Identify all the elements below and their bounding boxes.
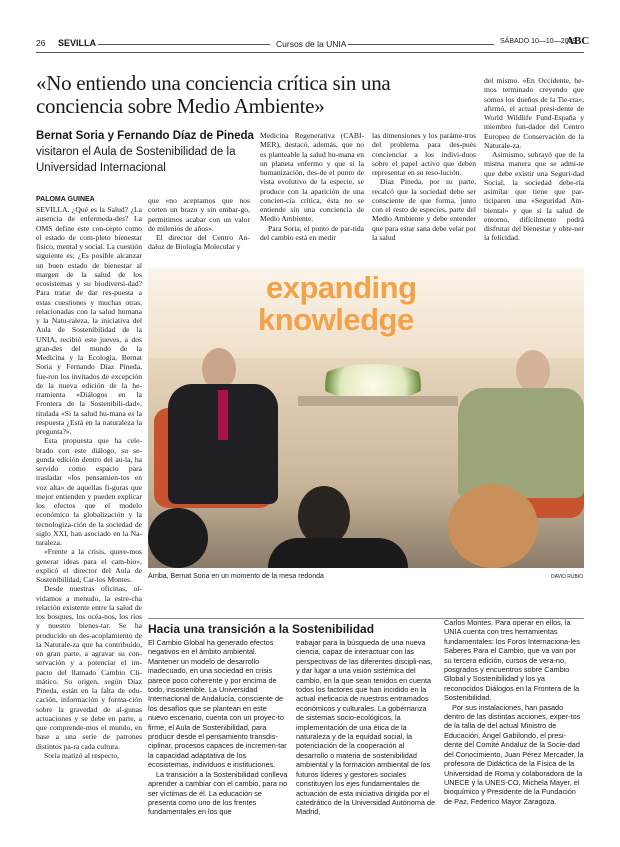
byline: PALOMA GUINEA <box>36 196 95 203</box>
section-topic: Cursos de la UNIA <box>276 39 347 49</box>
col1-para-3: «Frente a la crisis, quere-mos generar ideas para el cam-bio», explicó el director del Aula de Sostenibilidad, Car-los Montes. <box>36 547 142 584</box>
col5-para-1: del mismo. «En Occidente, he-mos terminado creyendo que somos los dueños de la Tie-rra», afirmó, el actual presi-dente de World Wildlife Fund-España y miembro fun-dador del Centro Europeo de Conservación de la Naturale-za. <box>484 76 584 150</box>
sidebar-col1-para-2: La transición a la Sostenibilidad conlleva aprender a cambiar con el cambio, para no ser víctimas de él. La educación se presenta como uno de los frentes fundamentales en los que <box>148 769 288 816</box>
article-column-1 <box>36 205 142 813</box>
photo-caption: Arriba, Bernat Soria en un momento de la mesa redonda <box>148 573 324 580</box>
sidebar-col1-para-1: El Cambio Global ha generado efectos negativos en el ámbito ambiental. Mantener un modelo de desarrollo inadecuado, en una sociedad en crisis parece poco coherente y por encima de todo, insostenible. La Universidad Internacional de Andalucía, consciente de los desafíos que se plantean en este nuevo escenario, cuenta con un proyec-to firme, el Aula de Sostenibilidad, para producir desde el pensamiento transdis-ciplinar, procesos capaces de incremen-tar la capacidad adaptativa de los ecosistemas, individuos e instituciones. <box>148 638 287 770</box>
article-headline: «No entiendo una conciencia crítica sin una conciencia sobre Medio Ambiente» <box>36 71 391 118</box>
col2-para-2: El director del Centro An-daluz de Biología Molecular y <box>148 233 250 252</box>
col3-para-1: Medicina Regenerativa (CABI-MER), destacó, además, que no es planteable la salud hu-mana en un planeta enfermo y que si la humanización, des-de el punto de vista evolutivo de la especie, se produce con la aparición de una concien-cia crítica, ésta no se entiende sin una conciencia de Medio Ambiente. <box>260 131 364 224</box>
header-rule-right <box>348 44 494 45</box>
section-name: SEVILLA <box>58 38 97 48</box>
col5-para-2: Asimismo, subrayó que de la misma manera que se admi-te que debe existir una Seguri-dad Social, la sociedad debe-ría asimilar que tiene que par-ticiparen una «Seguridad Am-biental» y que si la salud de entorno, difícilmente podrá disfrutar del bienestar y obte-ner la felicidad. <box>484 150 584 243</box>
issue-date: SÁBADO 10—10—2009 <box>500 38 577 45</box>
header-rule-left <box>98 44 270 45</box>
article-column-4 <box>372 131 476 266</box>
table <box>298 396 458 406</box>
sidebar-col3-para-1: Carlos Montes. Para operar en ellos, la UNIA cuenta con tres herramientas fundamentales: los Foros Internaciona-les Saberes Para el Cambio, que va van por su tercera edición, cursos de vera-no, posgrados y encuentros sobre Cambio Global y Sostenibilidad y los ya reconocidos Diálogos en la Frontera de la Sostenibilidad. <box>444 618 580 703</box>
sidebar-column-2 <box>296 638 436 816</box>
audience-shoulders <box>268 538 408 568</box>
sidebar-column-1 <box>148 638 288 816</box>
sidebar-col3-para-2: Por sus instalaciones, han pasado dentro de las distintas acciones, exper-tos de la talla de del actual Ministro de Educación, Ángel Gabilondo, el presi-dente del Comité Andaluz de la Socie-dad del Conocimiento, Juan Pérez Mercader, la profesora de Didáctica de la Física de la Universidad de Roma y colaboradora de la UNECE y la UNES-CO, Michela Mayer, el bioquímico y Presidente de la Fundación de Paz, Federico Mayor Zaragoza. <box>444 702 584 806</box>
col1-para-4: Desde nuestras oficinas, ol-vidamos a menudo, la estre-cha relación existente entre la salud de los bosques, los océa-nos, los ríos y nuestro bienes-tar. Se ha producido un des-acoplamiento de la Naturale-za que ha contribuido, en gran parte, a agravar su con-servación y a potenciar el im-pacto del llamado Cambio Cli-mático. Su origen, según Díaz Pineda, están en la falta de edu-cación, información y forma-ción sobre la gravedad de al-gunas actuaciones y se debe en parte, a que comprende-mos el mundo, en base a una serie de patrones distintos pa-ra cada cultura. <box>36 584 142 751</box>
audience-head-3 <box>148 508 208 568</box>
article-photo <box>148 268 584 568</box>
sidebar-title: Hacia una transición a la Sostenibilidad <box>148 618 584 636</box>
header-rule-bottom <box>36 52 584 53</box>
col1-para-5: Soria matizó al respecto, <box>44 750 120 760</box>
photo-credit: DAVID RUBIO <box>551 574 584 580</box>
page-number: 26 <box>36 38 46 48</box>
col4-para-2: Díaz Pineda, por su parte, recalcó que la sociedad debe ser consciente de que forma, junto con el resto de especies, parte del Medio Ambiente y debe entender que para estar sana debe velar por la salud <box>372 177 476 242</box>
audience-head-1 <box>298 486 350 546</box>
brand-logo: ABC <box>566 35 590 47</box>
photo-banner-line-1: expanding <box>266 270 417 305</box>
article-column-3 <box>260 131 364 266</box>
speaker-right-head <box>516 350 550 392</box>
authors-bold: Bernat Soria y Fernando Díaz de Pineda <box>36 130 254 142</box>
article-column-5 <box>484 76 584 266</box>
flower-arrangement <box>318 364 428 400</box>
article-column-2 <box>148 196 250 266</box>
sidebar-column-3 <box>444 618 584 816</box>
article-subhead <box>36 128 266 176</box>
photo-banner-line-2: knowledge <box>258 302 414 337</box>
authors-rest: visitaron el Aula de Sostenibilidad de la Universidad Internacional <box>36 146 236 174</box>
col4-para-1: las dimensiones y los paráme-tros del problema para des-pués concienciar a los indivi-duos sobre el papel activo que deben representar en su reso-lución. <box>372 131 476 177</box>
col2-para-1: que «no aceptamos que nos corten un brazo y sin embar-go, permitimos acabar con un valor de milenios de años». <box>148 196 250 233</box>
audience-head-2 <box>448 484 538 568</box>
col3-para-2: Para Soria, el punto de par-tida del cambio está en medir <box>260 223 364 242</box>
col1-para-2: Esta propuesta que ha cele-brado con este diálogo, su se-gunda edición dentro del au-la, ha servido como espacio para trasladar «los pensamien-tos en voz alta» de aquellas fi-guras que mejor entienden y pueden explicar los efectos que el modelo económico la globalización y la tecnologiza-ción de la sociedad de siglo XXI, han asociado en la Na-turaleza. <box>36 436 142 547</box>
sidebar-col2-para-1: trabajar para la búsqueda de una nueva ciencia, capaz de interactuar con las perspectivas de las diferentes discipli-nas, y dar lugar a una visión sistémica del cambio, en la que sean tenidos en cuenta todos los factores que han incidido en la actual ineficacia de nuestros entramados económicos y culturales. La gobernanza de sistemas socio-ecológicos, la implementación de una ética de la naturaleza y de la equidad social, la potenciación de la cooperación al desarrollo o materia de sostenibilidad ambiental y la formación ambiental de los futuros líderes y gestores sociales constituyen los ejes fundamentales de actuación de esta iniciativa dirigida por el catedrático de la Universidad Autónoma de Madrid, <box>296 638 436 816</box>
speaker-left-tie <box>218 390 228 440</box>
speaker-right-body <box>458 388 584 498</box>
col1-para-1: SEVILLA. ¿Qué es la Salud? ¿La ausencia de enfermeda-des? La OMS define este con-cepto como el estado de com-pleto bienestar físico, mental y social. La cuestión siguiente es: ¿Es posible alcanzar un buen estado de bienestar al margen de la salud de los ecosistemas y su biodiversi-dad? Para tratar de dar res-puesta a estas cuestiones y muchas otras, relacionadas con la salud humana y la Natu-raleza, la iniciativa del Aula de Sostenibilidad de la UNIA, recibió este jueves, a dos gran-des del mundo de la Medicina y la Ecología, Bernat Soria y Fernando Díaz Pineda, fue-ron los invitados de excepción de la nueva edición de la he-rramienta «Diálogos en la Frontera de la Sostenibili-dad», titulada «Si la salud hu-mana es la respuesta ¿Está en la naturaleza la pregunta?». <box>36 205 142 436</box>
